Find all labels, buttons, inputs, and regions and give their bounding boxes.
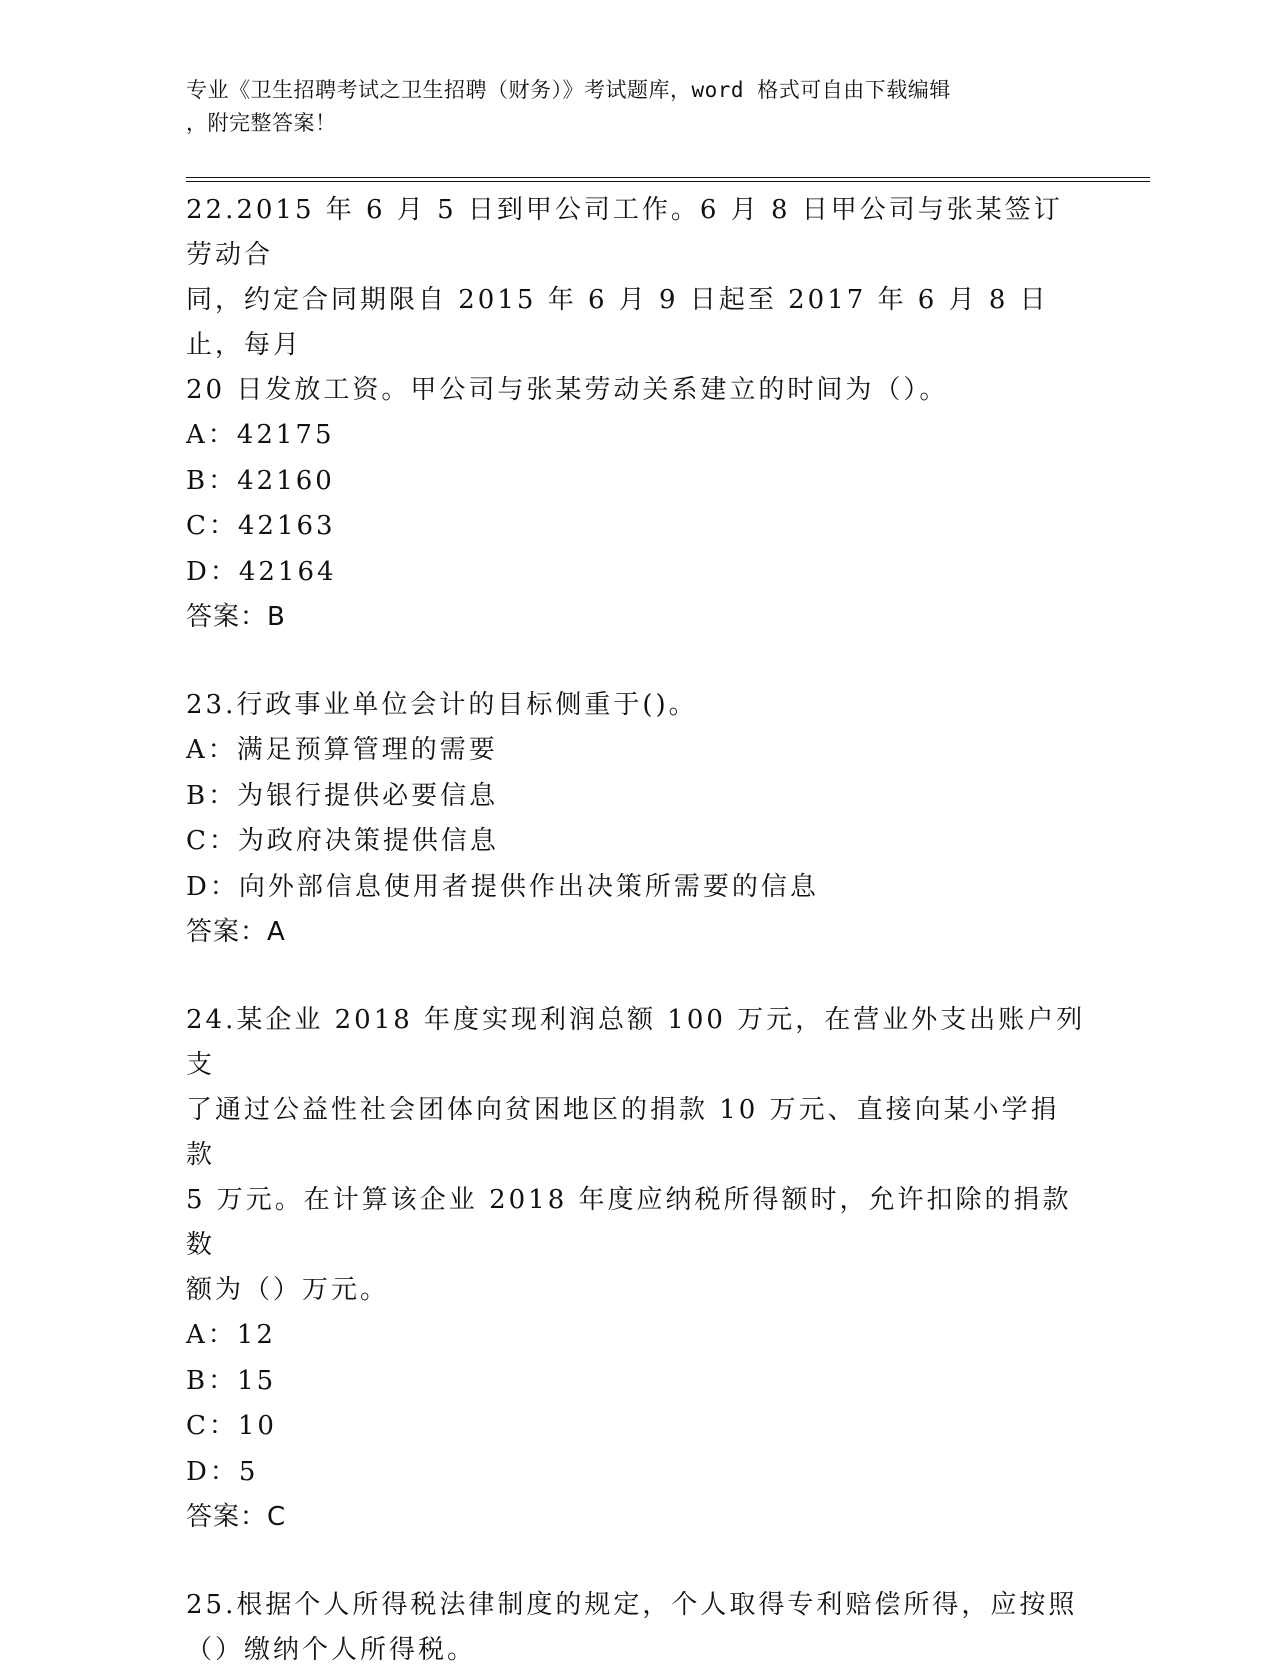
question-spacer xyxy=(186,640,1086,683)
option-c: C：10 xyxy=(186,1411,277,1441)
question-stem-line: 22.2015 年 6 月 5 日到甲公司工作。6 月 8 日甲公司与张某签订劳动合 xyxy=(186,195,1063,270)
question-22 xyxy=(186,188,1086,640)
header-line-1: 专业《卫生招聘考试之卫生招聘（财务）》考试题库，word 格式可自由下载编辑 xyxy=(186,78,951,102)
question-list xyxy=(186,188,1086,1673)
option-c: C：42163 xyxy=(186,511,336,541)
option-b: B：为银行提供必要信息 xyxy=(186,780,499,811)
question-stem-line: 23.行政事业单位会计的目标侧重于()。 xyxy=(186,690,698,720)
question-spacer xyxy=(186,955,1086,998)
answer-line: 答案：B xyxy=(186,602,286,632)
header-line-2: ，附完整答案！ xyxy=(186,111,337,135)
answer-line: 答案：A xyxy=(186,917,286,947)
option-a: A：满足预算管理的需要 xyxy=(186,735,498,765)
header-divider-top xyxy=(186,177,1150,178)
header-divider-bottom xyxy=(186,181,1150,182)
question-stem-line: 24.某企业 2018 年度实现利润总额 100 万元，在营业外支出账户列支 xyxy=(186,1005,1086,1080)
question-24 xyxy=(186,998,1086,1540)
document-header xyxy=(186,74,1066,140)
option-a: A：12 xyxy=(186,1320,276,1350)
question-25 xyxy=(186,1583,1086,1673)
question-stem-line: 25.根据个人所得税法律制度的规定，个人取得专利赔偿所得，应按照 xyxy=(186,1590,1078,1620)
question-stem-line: 额为（）万元。 xyxy=(186,1275,390,1305)
question-stem-line: 同，约定合同期限自 2015 年 6 月 9 日起至 2017 年 6 月 8 日止，每月 xyxy=(186,285,1049,360)
question-stem-line: 20 日发放工资。甲公司与张某劳动关系建立的时间为（）。 xyxy=(186,375,949,405)
question-stem-line: （）缴纳个人所得税。 xyxy=(186,1635,477,1665)
option-d: D：5 xyxy=(186,1456,259,1487)
option-c: C：为政府决策提供信息 xyxy=(186,826,499,856)
option-b: B：15 xyxy=(186,1365,277,1396)
option-a: A：42175 xyxy=(186,420,335,450)
question-stem-line: 5 万元。在计算该企业 2018 年度应纳税所得额时，允许扣除的捐款数 xyxy=(186,1185,1072,1260)
question-stem-line: 了通过公益性社会团体向贫困地区的捐款 10 万元、直接向某小学捐款 xyxy=(186,1095,1060,1170)
option-d: D：42164 xyxy=(186,556,337,587)
option-b: B：42160 xyxy=(186,465,335,496)
question-spacer xyxy=(186,1540,1086,1583)
option-d: D：向外部信息使用者提供作出决策所需要的信息 xyxy=(186,871,819,902)
answer-line: 答案：C xyxy=(186,1502,287,1532)
question-23 xyxy=(186,683,1086,955)
